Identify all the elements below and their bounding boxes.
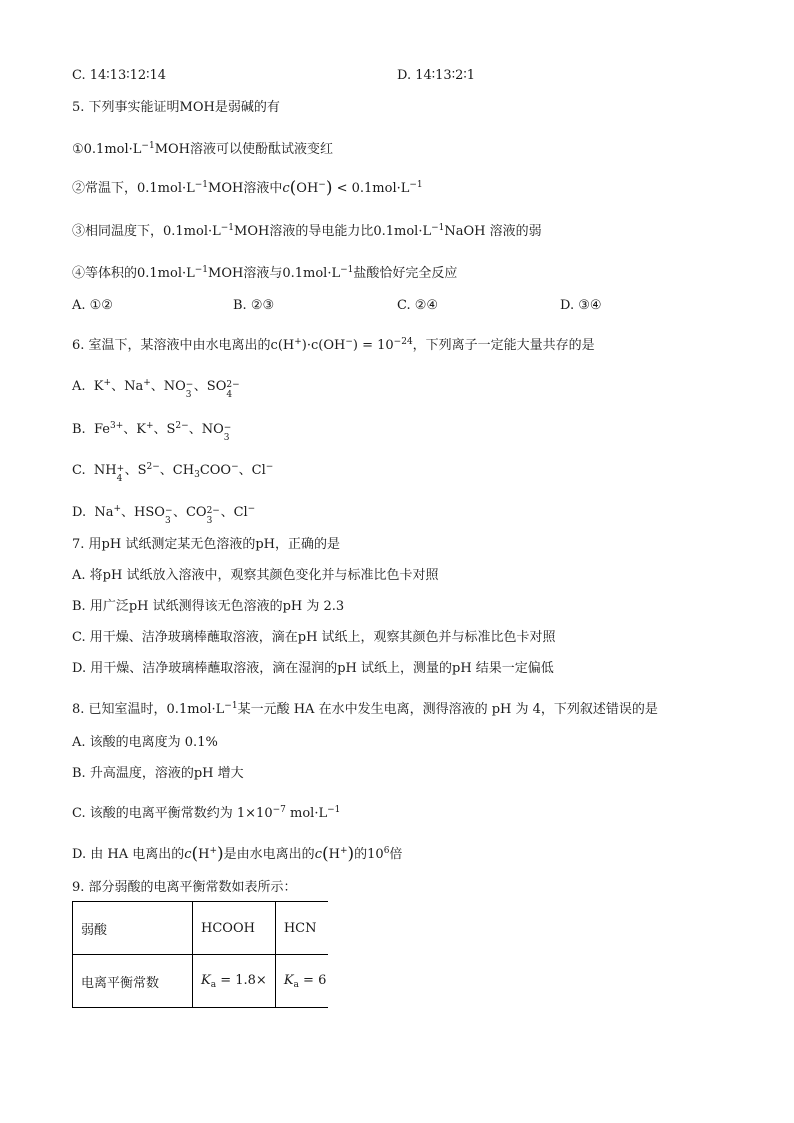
q8-option-d	[72, 843, 402, 863]
q6-a-no-sub: 3	[185, 389, 192, 400]
q5-s2-lparen: (	[289, 178, 297, 198]
q6-d-co: 、CO	[172, 505, 207, 520]
q8-option-a: A. 该酸的电离度为 0.1%	[72, 735, 218, 750]
q8-option-b: B. 升高温度，溶液的pH 增大	[72, 766, 244, 781]
q5-statement-4	[72, 262, 457, 282]
q5-s2-part-e: < 0.1mol·L	[332, 181, 410, 196]
q7-option-a: A. 将pH 试纸放入溶液中，观察其颜色变化并与标准比色卡对照	[72, 568, 439, 583]
q6-d-co-index	[206, 505, 221, 526]
q9-header-acid: 弱酸	[73, 902, 193, 955]
q6-d-label: D.	[72, 505, 87, 520]
q6-d-na: Na	[94, 505, 114, 520]
q9-ka-hcooh-k: K	[201, 972, 211, 988]
q6-stem	[72, 334, 595, 354]
q6-a-no-index	[185, 379, 194, 400]
q8-d-exp: 6	[383, 846, 390, 856]
q6-b-k-charge: +	[145, 421, 154, 431]
q7-option-d: D. 用干燥、洁净玻璃棒蘸取溶液，滴在湿润的pH 试纸上，测量的pH 结果一定偏低	[72, 661, 554, 676]
q6-d-co-charge: 2−	[206, 505, 220, 516]
q6-c-coo-charge: −	[231, 462, 239, 472]
q9-table	[72, 901, 365, 1008]
q5-option-b: B. ②③	[233, 298, 275, 313]
q9-ka-hcn-k: K	[283, 972, 294, 988]
q6-b-no: 、NO	[188, 422, 224, 437]
q8-d-part-d: 倍	[389, 847, 403, 862]
q5-stem: 5. 下列事实能证明MOH是弱碱的有	[72, 100, 280, 115]
q8-stem-a: 8. 已知室温时，0.1mol·L	[72, 702, 225, 717]
q7-option-c: C. 用干燥、洁净玻璃棒蘸取溶液，滴在pH 试纸上，观察其颜色并与标准比色卡对照	[72, 630, 556, 645]
q6-option-b	[72, 418, 232, 443]
q6-b-s: 、S	[153, 422, 176, 437]
q6-a-na: 、Na	[111, 379, 144, 394]
q8-option-c	[72, 802, 340, 822]
q8-d-part-a: D. 由 HA 电离出的	[72, 847, 185, 862]
q6-a-so-charge: 2−	[226, 379, 240, 390]
q6-oh-charge: −	[345, 337, 353, 347]
q5-statement-2	[72, 177, 423, 197]
q6-c-nh-charge: +	[116, 463, 125, 474]
q8-c-exp2: −1	[327, 805, 341, 815]
q8-c-part-a: C. 该酸的电离平衡常数约为 1×10	[72, 806, 273, 821]
q6-a-so-index	[226, 379, 240, 400]
q5-s4-part-b: MOH溶液与0.1mol·L	[208, 266, 341, 281]
q6-b-s-charge: 2−	[175, 421, 189, 431]
q6-d-hso-charge: −	[164, 505, 173, 516]
q6-d-na-charge: +	[113, 504, 122, 514]
q8-d-part-b: 是由水电离出的	[223, 847, 315, 862]
q6-b-k: 、K	[123, 422, 146, 437]
q6-stem-b: )·c(OH	[301, 338, 346, 353]
q8-c-exp: −7	[272, 805, 286, 815]
table-clip-mask	[328, 901, 428, 1011]
q8-d-c: c	[184, 847, 192, 862]
q5-s2-oh: OH	[296, 181, 319, 196]
q5-s4-part-a: ④等体积的0.1mol·L	[72, 266, 195, 281]
q6-b-no-charge: −	[223, 422, 232, 433]
q5-s1-part-a: ①0.1mol·L	[72, 142, 142, 157]
q8-stem	[72, 698, 658, 718]
q9-table-row	[73, 955, 365, 1008]
q9-stem: 9. 部分弱酸的电离平衡常数如表所示：	[72, 880, 297, 895]
q8-stem-b: 某一元酸 HA 在水中发生电离，测得溶液的 pH 为 4，下列叙述错误的是	[237, 702, 658, 717]
q9-row-label: 电离平衡常数	[73, 955, 193, 1008]
q6-a-na-charge: +	[143, 378, 151, 388]
q5-s2-rparen: )	[325, 178, 333, 198]
q6-a-label: A.	[72, 379, 86, 394]
q6-c-ch3: 、CH	[159, 463, 195, 478]
q8-stem-exp: −1	[224, 701, 238, 711]
q6-b-fe: Fe	[93, 422, 110, 437]
q7-stem: 7. 用pH 试纸测定某无色溶液的pH，正确的是	[72, 537, 340, 552]
q6-d-hso-sub: 3	[164, 515, 171, 526]
q5-s2-part-b: MOH溶液中	[208, 181, 283, 196]
q6-c-s: 、S	[124, 463, 147, 478]
q6-a-k: K	[93, 379, 104, 394]
q5-s1-part-b: MOH溶液可以使酚酞试液变红	[154, 142, 333, 157]
q8-d-h-charge: +	[209, 846, 218, 856]
q5-statement-1	[72, 138, 333, 158]
q5-s2-c: c	[282, 181, 290, 196]
q7-option-b: B. 用广泛pH 试纸测得该无色溶液的pH 为 2.3	[72, 599, 345, 614]
q9-ka-hcn-sub: a	[293, 979, 299, 990]
q5-s3-exp2: −1	[431, 223, 445, 233]
q8-d-c2: c	[314, 847, 322, 862]
q6-option-a	[72, 375, 240, 400]
q9-ka-hcn	[275, 955, 335, 1008]
q6-d-cl: 、Cl	[220, 505, 248, 520]
q6-a-no-charge: −	[185, 379, 194, 390]
q9-ka-hcooh-sub: a	[210, 979, 217, 990]
q8-d-lparen2: (	[321, 844, 329, 864]
q5-s2-part-a: ②常温下，0.1mol·L	[72, 181, 195, 196]
q5-statement-3	[72, 220, 542, 240]
q6-a-so-sub: 4	[226, 389, 233, 400]
q5-s4-exp2: −1	[340, 265, 354, 275]
q5-s3-exp: −1	[220, 223, 235, 233]
q6-a-k-charge: +	[103, 378, 112, 388]
q4-option-d: D. 14∶13∶2∶1	[397, 68, 475, 83]
q5-s1-exp: −1	[141, 141, 155, 151]
q6-d-hso-index	[164, 505, 173, 526]
q6-b-label: B.	[72, 422, 86, 437]
q8-d-h2: H	[328, 847, 340, 862]
q6-a-so: 、SO	[193, 379, 227, 394]
q8-d-h: H	[198, 847, 210, 862]
q6-stem-d: ，下列离子一定能大量共存的是	[412, 338, 595, 353]
q5-s4-exp: −1	[194, 265, 209, 275]
q6-c-s-charge: 2−	[146, 462, 160, 472]
q6-stem-a: 6. 室温下，某溶液中由水电离出的c(H	[72, 338, 295, 353]
q6-c-cl-charge: −	[265, 462, 274, 472]
q9-header-hcn: HCN	[275, 902, 335, 955]
q5-s2-oh-charge: −	[318, 180, 326, 190]
q9-header-hcooh: HCOOH	[193, 902, 276, 955]
q5-s3-part-a: ③相同温度下，0.1mol·L	[72, 224, 221, 239]
q5-s4-part-c: 盐酸恰好完全反应	[353, 266, 458, 281]
q9-ka-hcn-val: = 6	[298, 972, 327, 988]
q5-option-a: A. ①②	[72, 298, 113, 313]
q6-b-fe-charge: 3+	[109, 421, 124, 431]
q5-option-c: C. ②④	[397, 298, 439, 313]
q6-d-co-sub: 3	[206, 515, 213, 526]
q6-option-d	[72, 501, 256, 526]
q8-c-part-b: mol·L	[285, 806, 328, 821]
q6-option-c	[72, 459, 273, 483]
q8-d-rparen: )	[217, 844, 224, 864]
q5-s2-exp2: −1	[409, 180, 423, 190]
q6-stem-c: ) = 10	[352, 338, 394, 353]
q8-d-part-c: 的10	[354, 847, 384, 862]
q6-c-nh-index	[116, 463, 125, 484]
q6-c-label: C.	[72, 463, 86, 478]
q5-s3-part-b: MOH溶液的导电能力比0.1mol·L	[234, 224, 432, 239]
q9-ka-hcooh	[193, 955, 276, 1008]
q9-ka-hcooh-val: = 1.8×	[216, 972, 267, 988]
q5-s2-exp: −1	[194, 180, 209, 190]
q4-option-c: C. 14∶13∶12∶14	[72, 68, 167, 83]
q5-option-d: D. ③④	[560, 298, 602, 313]
q6-h-charge: +	[294, 337, 302, 347]
q8-d-h2-charge: +	[339, 846, 348, 856]
q5-s3-part-c: NaOH 溶液的弱	[444, 224, 542, 239]
q6-c-cl: 、Cl	[238, 463, 266, 478]
q6-c-nh: NH	[93, 463, 117, 478]
q6-b-no-sub: 3	[223, 432, 230, 443]
q6-d-hso: 、HSO	[121, 505, 165, 520]
q6-b-no-index	[223, 422, 232, 443]
q8-d-rparen2: )	[347, 844, 355, 864]
q6-c-nh-sub: 4	[116, 473, 123, 484]
q6-c-ch3-sub: 3	[194, 470, 200, 480]
q6-exp: −24	[393, 337, 413, 347]
q6-d-cl-charge: −	[247, 504, 256, 514]
q6-a-no: 、NO	[150, 379, 186, 394]
q8-d-lparen: (	[191, 844, 199, 864]
q9-table-header-row	[73, 902, 365, 955]
q6-c-coo: COO	[199, 463, 232, 478]
